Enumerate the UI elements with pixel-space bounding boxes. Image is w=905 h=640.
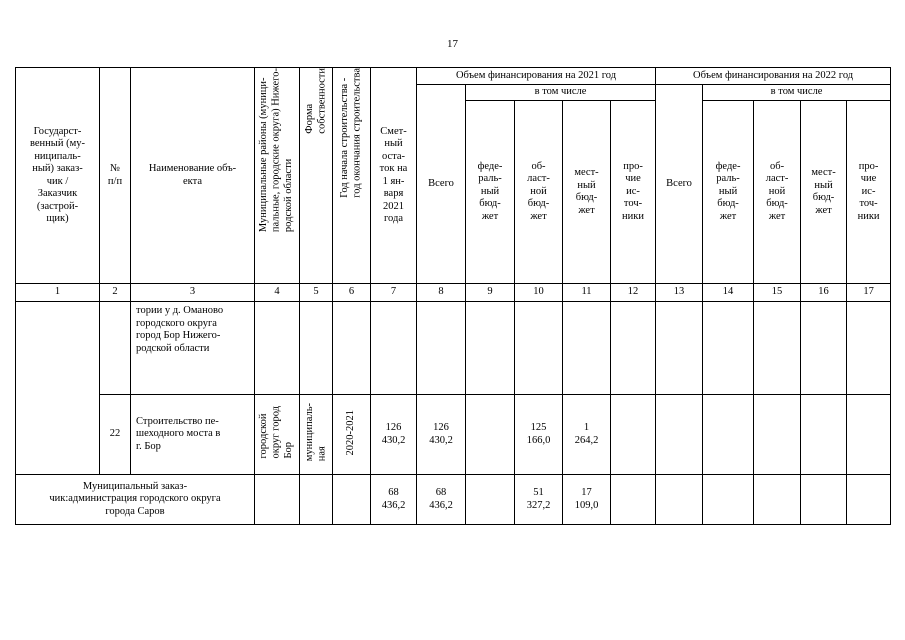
header-local-2021: мест- ный бюд- жет	[563, 101, 611, 284]
customer-regional-2021-value: 51 327,2	[515, 475, 563, 525]
column-number: 13	[656, 284, 703, 302]
table-row-22	[16, 395, 891, 475]
table-row-customer-total	[16, 475, 891, 525]
header-total-2022: Всего	[656, 85, 703, 284]
column-number: 3	[131, 284, 255, 302]
customer-total-2021-value: 68 436,2	[417, 475, 466, 525]
table-row-continuation	[16, 302, 891, 395]
municipal-district: городской округ город Бор	[258, 406, 295, 459]
row-number: 22	[100, 395, 131, 475]
column-number: 17	[847, 284, 891, 302]
object-name-continuation: тории у д. Оманово городского округа город Бор Нижего- родской области	[131, 302, 255, 395]
column-number: 14	[703, 284, 754, 302]
column-number: 15	[754, 284, 801, 302]
column-number: 1	[16, 284, 100, 302]
column-number: 2	[100, 284, 131, 302]
header-including-2022: в том числе	[703, 85, 891, 101]
object-name: Строительство пе- шеходного моста в г. Бор	[131, 395, 255, 475]
customer-local-2021-value: 17 109,0	[563, 475, 611, 525]
customer-estimate-value: 68 436,2	[371, 475, 417, 525]
header-ownership-cell	[300, 68, 333, 284]
header-other-2022: про- чие ис- точ- ники	[847, 101, 891, 284]
header-customer: Государст- венный (му- ниципаль- ный) заказ- чик / Заказчик (застрой- щик)	[16, 68, 100, 284]
page-number: 17	[447, 38, 458, 50]
column-number: 5	[300, 284, 333, 302]
column-number: 6	[333, 284, 371, 302]
header-years-cell	[333, 68, 371, 284]
years-cell	[333, 395, 371, 475]
header-total-2021: Всего	[417, 85, 466, 284]
total-2021-value: 126 430,2	[417, 395, 466, 475]
customer-total-label: Муниципальный заказ- чик:администрация городского округа города Саров	[16, 475, 255, 525]
estimate-value: 126 430,2	[371, 395, 417, 475]
column-number-row	[16, 284, 891, 302]
header-regional-2022: об- ласт- ной бюд- жет	[754, 101, 801, 284]
header-fin-2021: Объем финансирования на 2021 год	[417, 68, 656, 85]
header-years: Год начала строительства - год окончания строительства	[339, 68, 363, 198]
local-2021-value: 1 264,2	[563, 395, 611, 475]
column-number: 8	[417, 284, 466, 302]
header-municipal-district-cell	[255, 68, 300, 284]
header-object-name: Наименование объ- екта	[131, 68, 255, 284]
header-local-2022: мест- ный бюд- жет	[801, 101, 847, 284]
header-number: № п/п	[100, 68, 131, 284]
header-estimate: Смет- ный оста- ток на 1 ян- варя 2021 года	[371, 68, 417, 284]
header-fin-2022: Объем финансирования на 2022 год	[656, 68, 891, 85]
column-number: 10	[515, 284, 563, 302]
header-federal-2021: федe- раль- ный бюд- жет	[466, 101, 515, 284]
column-number: 12	[611, 284, 656, 302]
municipal-district-cell	[255, 395, 300, 475]
column-number: 7	[371, 284, 417, 302]
header-regional-2021: об- ласт- ной бюд- жет	[515, 101, 563, 284]
header-other-2021: про- чие ис- точ- ники	[611, 101, 656, 284]
column-number: 11	[563, 284, 611, 302]
regional-2021-value: 125 166,0	[515, 395, 563, 475]
header-federal-2022: федe- раль- ный бюд- жет	[703, 101, 754, 284]
construction-financing-table	[15, 67, 891, 525]
years-value: 2020-2021	[345, 409, 357, 455]
column-number: 4	[255, 284, 300, 302]
header-municipal-district: Муниципальные районы (муници- пальные, городские округа) Нижего- родской области	[258, 68, 295, 233]
ownership-cell	[300, 395, 333, 475]
column-number: 16	[801, 284, 847, 302]
ownership-value: муниципаль- ная	[303, 403, 327, 462]
header-including-2021: в том числе	[466, 85, 656, 101]
column-number: 9	[466, 284, 515, 302]
header-ownership: Форма собственности	[303, 68, 327, 134]
